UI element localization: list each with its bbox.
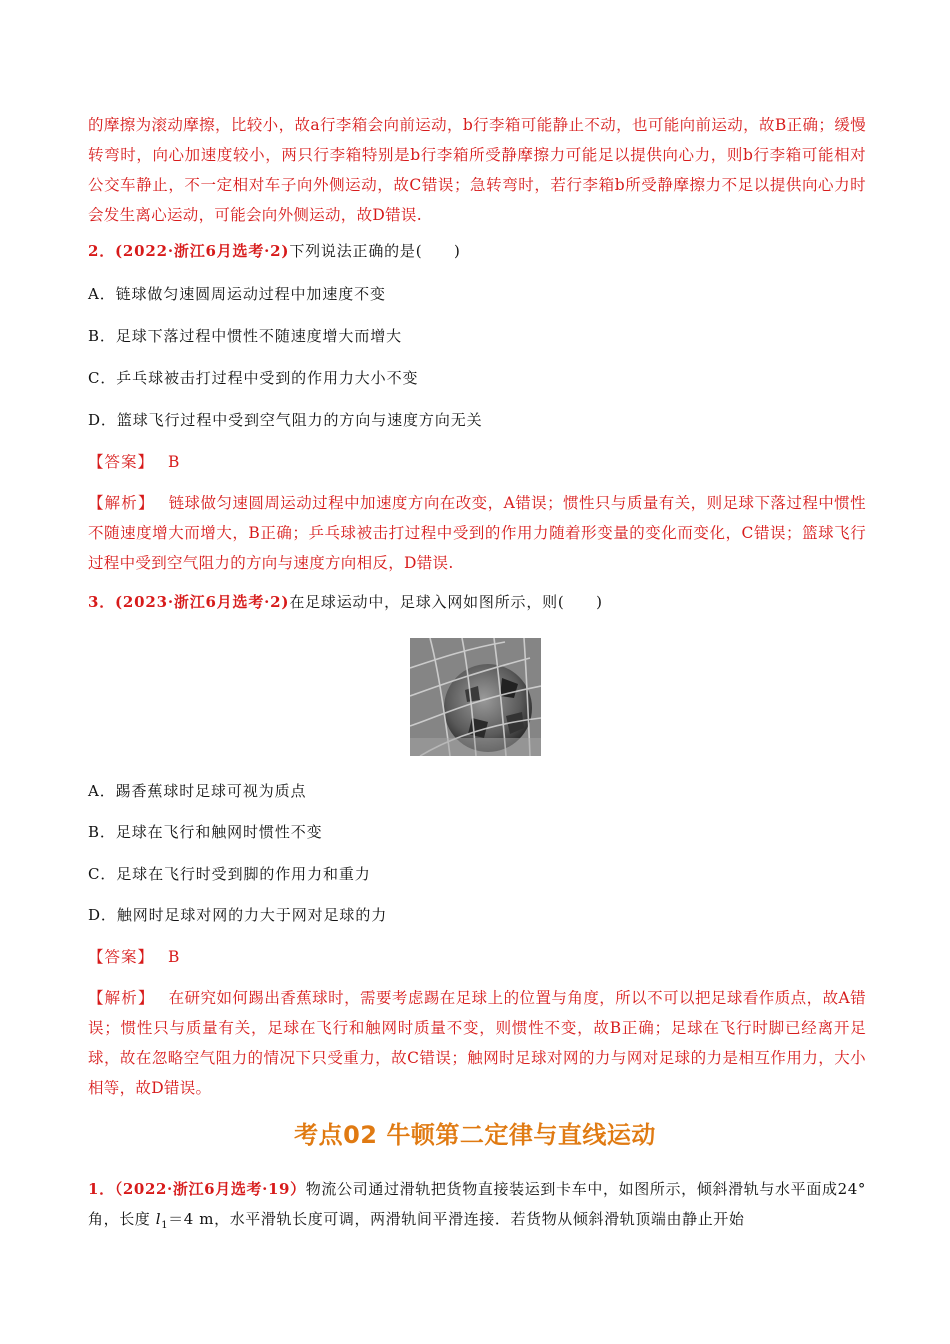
continued-explanation-text: 的摩擦为滚动摩擦，比较小，故a行李箱会向前运动，b行李箱可能静止不动，也可能向前运动，故B正确；缓慢转弯时，向心加速度较小，两只行李箱特别是b行李箱所受静摩擦力可能足以提供向心力，则b行李箱可能相对公交车静止，不一定相对车子向外侧运动，故C错误；急转弯时，若行李箱b所受静摩擦力不足以提供向心力时会发生离心运动，可能会向外侧运动，故D错误. <box>88 116 866 224</box>
question-2-answer <box>88 451 866 473</box>
question-3-stem <box>88 591 866 613</box>
next-question-source-tag: 1．（2022·浙江6月选考·19） <box>88 1180 306 1198</box>
question-3-stem-text: 在足球运动中，足球入网如图所示，则( ) <box>289 593 603 611</box>
question-2-option-d: D．篮球飞行过程中受到空气阻力的方向与速度方向无关 <box>88 411 483 429</box>
question-3-option-b: B．足球在飞行和触网时惯性不变 <box>88 823 323 841</box>
question-2-source-tag: 2．(2022·浙江6月选考·2) <box>88 242 290 260</box>
question-2-analysis-label: 【解析】 <box>88 494 155 512</box>
question-2-answer-label: 【答案】 <box>88 453 155 471</box>
question-2-answer-value: B <box>168 453 180 471</box>
next-question-stem-part-2: ＝4 m，水平滑轨长度可调，两滑轨间平滑连接．若货物从倾斜滑轨顶端由静止开始 <box>168 1210 745 1228</box>
length-subscript: 1 <box>161 1220 169 1231</box>
question-2-option-c: C．乒乓球被击打过程中受到的作用力大小不变 <box>88 369 419 387</box>
question-3-answer-label: 【答案】 <box>88 948 155 966</box>
question-2-analysis-text: 链球做匀速圆周运动过程中加速度方向在改变，A错误；惯性只与质量有关，则足球下落过程中惯性不随速度增大而增大，B正确；乒乓球被击打过程中受到的作用力随着形变量的变化而变化，C错误；篮球飞行过程中受到空气阻力的方向与速度方向相反，D错误. <box>88 494 866 572</box>
soccer-net-image <box>410 638 541 756</box>
next-question-stem <box>88 1174 866 1241</box>
continued-explanation <box>88 110 866 230</box>
question-2-stem <box>88 240 866 262</box>
section-heading: 考点02 牛顿第二定律与直线运动 <box>294 1121 656 1149</box>
question-3-answer <box>88 946 866 968</box>
question-3-analysis-text: 在研究如何踢出香蕉球时，需要考虑踢在足球上的位置与角度，所以不可以把足球看作质点，故A错误；惯性只与质量有关，足球在飞行和触网时质量不变，则惯性不变，故B正确；足球在飞行时脚已经离开足球，故在忽略空气阻力的情况下只受重力，故C错误；触网时足球对网的力与网对足球的力是相互作用力，大小相等，故D错误。 <box>88 989 866 1097</box>
soccer-ball-in-net-photo <box>410 638 541 756</box>
question-3-option-c: C．足球在飞行时受到脚的作用力和重力 <box>88 865 371 883</box>
question-2-option-b: B．足球下落过程中惯性不随速度增大而增大 <box>88 327 403 345</box>
question-2-analysis <box>88 488 866 578</box>
question-2-option-a: A．链球做匀速圆周运动过程中加速度不变 <box>88 285 386 303</box>
question-3-answer-value: B <box>168 948 180 966</box>
length-symbol: l <box>155 1210 162 1228</box>
question-2-stem-text: 下列说法正确的是( ) <box>289 242 461 260</box>
question-3-analysis <box>88 983 866 1103</box>
question-3-option-d: D．触网时足球对网的力大于网对足球的力 <box>88 906 388 924</box>
next-question-stem-part-1: 物流公司通过滑轨把货物直接装运到卡车中，如图所示，倾斜滑轨与水平面成24°角，长度 <box>88 1180 866 1228</box>
question-3-source-tag: 3．(2023·浙江6月选考·2) <box>88 593 290 611</box>
question-3-analysis-label: 【解析】 <box>88 989 155 1007</box>
question-3-option-a: A．踢香蕉球时足球可视为质点 <box>88 782 307 800</box>
